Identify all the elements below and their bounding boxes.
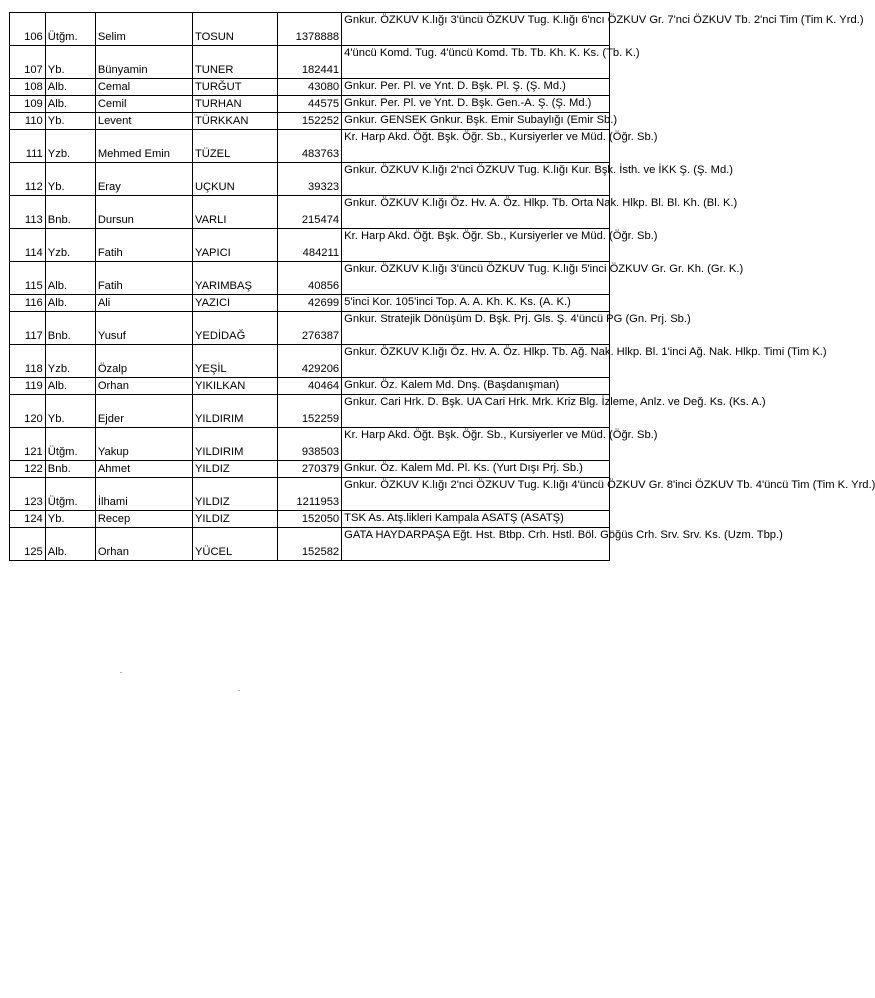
row-number: 117 — [10, 312, 46, 345]
surname-cell: YAPICI — [192, 229, 277, 262]
first-name-cell: Yakup — [95, 428, 192, 461]
first-name-cell: Özalp — [95, 345, 192, 378]
rank-cell: Ütğm. — [45, 428, 95, 461]
table-row — [10, 295, 610, 312]
surname-cell: TURĞUT — [192, 79, 277, 96]
first-name-cell: Cemil — [95, 96, 192, 113]
surname-cell: TOSUN — [192, 13, 277, 46]
surname-cell: YÜCEL — [192, 528, 277, 561]
rank-cell: Yzb. — [45, 345, 95, 378]
rank-cell: Yb. — [45, 46, 95, 79]
rank-cell: Alb. — [45, 378, 95, 395]
unit-cell: TSK As. Atş.likleri Kampala ASATŞ (ASATŞ) — [342, 511, 610, 528]
registry-number-cell: 215474 — [277, 196, 341, 229]
table-row — [10, 461, 610, 478]
row-number: 110 — [10, 113, 46, 130]
table-row — [10, 79, 610, 96]
registry-number-cell: 152259 — [277, 395, 341, 428]
unit-cell: Gnkur. ÖZKUV K.lığı 3'üncü ÖZKUV Tug. K.lığı 6'ncı ÖZKUV Gr. 7'nci ÖZKUV Tb. 2'nci Tim (Tim K. Yrd.) — [342, 13, 610, 46]
unit-cell: Gnkur. ÖZKUV K.lığı 3'üncü ÖZKUV Tug. K.lığı 5'inci ÖZKUV Gr. Gr. Kh. (Gr. K.) — [342, 262, 610, 295]
row-number: 115 — [10, 262, 46, 295]
unit-cell: 5'inci Kor. 105'inci Top. A. A. Kh. K. Ks. (A. K.) — [342, 295, 610, 312]
rank-cell: Yb. — [45, 395, 95, 428]
surname-cell: VARLI — [192, 196, 277, 229]
rank-cell: Yb. — [45, 163, 95, 196]
table-row — [10, 46, 610, 79]
rank-cell: Alb. — [45, 79, 95, 96]
unit-cell: Gnkur. ÖZKUV K.lığı 2'nci ÖZKUV Tug. K.lığı 4'üncü ÖZKUV Gr. 8'inci ÖZKUV Tb. 4'üncü Tim (Tim K. Yrd.) — [342, 478, 610, 511]
rank-cell: Alb. — [45, 262, 95, 295]
registry-number-cell: 1211953 — [277, 478, 341, 511]
row-number: 108 — [10, 79, 46, 96]
row-number: 119 — [10, 378, 46, 395]
unit-cell: Gnkur. ÖZKUV K.lığı Öz. Hv. A. Öz. Hlkp. Tb. Ağ. Nak. Hlkp. Bl. 1'inci Ağ. Nak. Hlkp. Timi (Tim K.) — [342, 345, 610, 378]
surname-cell: YILDIZ — [192, 511, 277, 528]
first-name-cell: Orhan — [95, 378, 192, 395]
unit-cell: Gnkur. ÖZKUV K.lığı Öz. Hv. A. Öz. Hlkp. Tb. Orta Nak. Hlkp. Bl. Bl. Kh. (Bl. K.) — [342, 196, 610, 229]
row-number: 125 — [10, 528, 46, 561]
rank-cell: Bnb. — [45, 196, 95, 229]
first-name-cell: Orhan — [95, 528, 192, 561]
registry-number-cell: 39323 — [277, 163, 341, 196]
registry-number-cell: 43080 — [277, 79, 341, 96]
table-row — [10, 528, 610, 561]
personnel-table-body — [10, 13, 875, 561]
row-number: 114 — [10, 229, 46, 262]
unit-cell: Kr. Harp Akd. Öğt. Bşk. Öğr. Sb., Kursiyerler ve Müd. (Öğr. Sb.) — [342, 130, 610, 163]
unit-cell: Gnkur. ÖZKUV K.lığı 2'nci ÖZKUV Tug. K.lığı Kur. Bşk. İsth. ve İKK Ş. (Ş. Md.) — [342, 163, 610, 196]
table-row — [10, 130, 610, 163]
first-name-cell: Levent — [95, 113, 192, 130]
registry-number-cell: 42699 — [277, 295, 341, 312]
unit-cell: Kr. Harp Akd. Öğt. Bşk. Öğr. Sb., Kursiyerler ve Müd. (Öğr. Sb.) — [342, 229, 610, 262]
surname-cell: UÇKUN — [192, 163, 277, 196]
unit-cell: GATA HAYDARPAŞA Eğt. Hst. Btbp. Crh. Hstl. Böl. Göğüs Crh. Srv. Srv. Ks. (Uzm. Tbp.) — [342, 528, 610, 561]
registry-number-cell: 152582 — [277, 528, 341, 561]
rank-cell: Bnb. — [45, 312, 95, 345]
first-name-cell: Fatih — [95, 229, 192, 262]
row-number: 113 — [10, 196, 46, 229]
table-row — [10, 13, 610, 46]
scan-speck — [238, 690, 240, 691]
table-row — [10, 428, 610, 461]
first-name-cell: Eray — [95, 163, 192, 196]
registry-number-cell: 40856 — [277, 262, 341, 295]
surname-cell: YAZICI — [192, 295, 277, 312]
rank-cell: Yb. — [45, 113, 95, 130]
table-row — [10, 511, 610, 528]
unit-cell: Gnkur. Per. Pl. ve Ynt. D. Bşk. Gen.-A. Ş. (Ş. Md.) — [342, 96, 610, 113]
table-row — [10, 478, 610, 511]
surname-cell: TURHAN — [192, 96, 277, 113]
surname-cell: TÜZEL — [192, 130, 277, 163]
unit-cell: Gnkur. Öz. Kalem Md. Dnş. (Başdanışman) — [342, 378, 610, 395]
registry-number-cell: 429206 — [277, 345, 341, 378]
first-name-cell: Cemal — [95, 79, 192, 96]
first-name-cell: Yusuf — [95, 312, 192, 345]
unit-cell: Gnkur. Per. Pl. ve Ynt. D. Bşk. Pl. Ş. (Ş. Md.) — [342, 79, 610, 96]
registry-number-cell: 484211 — [277, 229, 341, 262]
rank-cell: Alb. — [45, 295, 95, 312]
registry-number-cell: 182441 — [277, 46, 341, 79]
unit-cell: Gnkur. GENSEK Gnkur. Bşk. Emir Subaylığı (Emir Sb.) — [342, 113, 610, 130]
first-name-cell: Recep — [95, 511, 192, 528]
table-row — [10, 113, 610, 130]
rank-cell: Alb. — [45, 96, 95, 113]
surname-cell: YEŞİL — [192, 345, 277, 378]
row-number: 121 — [10, 428, 46, 461]
surname-cell: YEDİDAĞ — [192, 312, 277, 345]
surname-cell: TÜRKKAN — [192, 113, 277, 130]
row-number: 109 — [10, 96, 46, 113]
row-number: 120 — [10, 395, 46, 428]
personnel-table — [9, 12, 875, 561]
registry-number-cell: 276387 — [277, 312, 341, 345]
scan-speck — [120, 672, 122, 673]
rank-cell: Yzb. — [45, 229, 95, 262]
row-number: 112 — [10, 163, 46, 196]
surname-cell: YIKILKAN — [192, 378, 277, 395]
row-number: 123 — [10, 478, 46, 511]
surname-cell: YILDIZ — [192, 478, 277, 511]
first-name-cell: Fatih — [95, 262, 192, 295]
registry-number-cell: 40464 — [277, 378, 341, 395]
rank-cell: Ütğm. — [45, 13, 95, 46]
registry-number-cell: 270379 — [277, 461, 341, 478]
row-number: 106 — [10, 13, 46, 46]
surname-cell: TUNER — [192, 46, 277, 79]
rank-cell: Bnb. — [45, 461, 95, 478]
unit-cell: Gnkur. Cari Hrk. D. Bşk. UA Cari Hrk. Mrk. Kriz Blg. İzleme, Anlz. ve Değ. Ks. (Ks. A.) — [342, 395, 610, 428]
table-row — [10, 163, 610, 196]
row-number: 118 — [10, 345, 46, 378]
row-number: 122 — [10, 461, 46, 478]
first-name-cell: Dursun — [95, 196, 192, 229]
surname-cell: YILDIRIM — [192, 395, 277, 428]
row-number: 107 — [10, 46, 46, 79]
surname-cell: YARIMBAŞ — [192, 262, 277, 295]
table-row — [10, 96, 610, 113]
rank-cell: Yb. — [45, 511, 95, 528]
surname-cell: YILDIRIM — [192, 428, 277, 461]
registry-number-cell: 483763 — [277, 130, 341, 163]
registry-number-cell: 1378888 — [277, 13, 341, 46]
table-row — [10, 229, 610, 262]
first-name-cell: Bünyamin — [95, 46, 192, 79]
unit-cell: Gnkur. Stratejik Dönüşüm D. Bşk. Prj. Gls. Ş. 4'üncü PG (Gn. Prj. Sb.) — [342, 312, 610, 345]
registry-number-cell: 44575 — [277, 96, 341, 113]
table-row — [10, 345, 610, 378]
first-name-cell: Selim — [95, 13, 192, 46]
first-name-cell: İlhami — [95, 478, 192, 511]
row-number: 124 — [10, 511, 46, 528]
registry-number-cell: 938503 — [277, 428, 341, 461]
unit-cell: 4'üncü Komd. Tug. 4'üncü Komd. Tb. Tb. Kh. K. Ks. (Tb. K.) — [342, 46, 610, 79]
rank-cell: Ütğm. — [45, 478, 95, 511]
first-name-cell: Ali — [95, 295, 192, 312]
table-row — [10, 378, 610, 395]
row-number: 116 — [10, 295, 46, 312]
table-row — [10, 395, 610, 428]
table-row — [10, 196, 610, 229]
surname-cell: YILDIZ — [192, 461, 277, 478]
table-row — [10, 312, 610, 345]
first-name-cell: Mehmed Emin — [95, 130, 192, 163]
row-number: 111 — [10, 130, 46, 163]
registry-number-cell: 152252 — [277, 113, 341, 130]
registry-number-cell: 152050 — [277, 511, 341, 528]
rank-cell: Alb. — [45, 528, 95, 561]
table-row — [10, 262, 610, 295]
unit-cell: Gnkur. Öz. Kalem Md. Pl. Ks. (Yurt Dışı Prj. Sb.) — [342, 461, 610, 478]
rank-cell: Yzb. — [45, 130, 95, 163]
first-name-cell: Ahmet — [95, 461, 192, 478]
first-name-cell: Ejder — [95, 395, 192, 428]
unit-cell: Kr. Harp Akd. Öğt. Bşk. Öğr. Sb., Kursiyerler ve Müd. (Öğr. Sb.) — [342, 428, 610, 461]
